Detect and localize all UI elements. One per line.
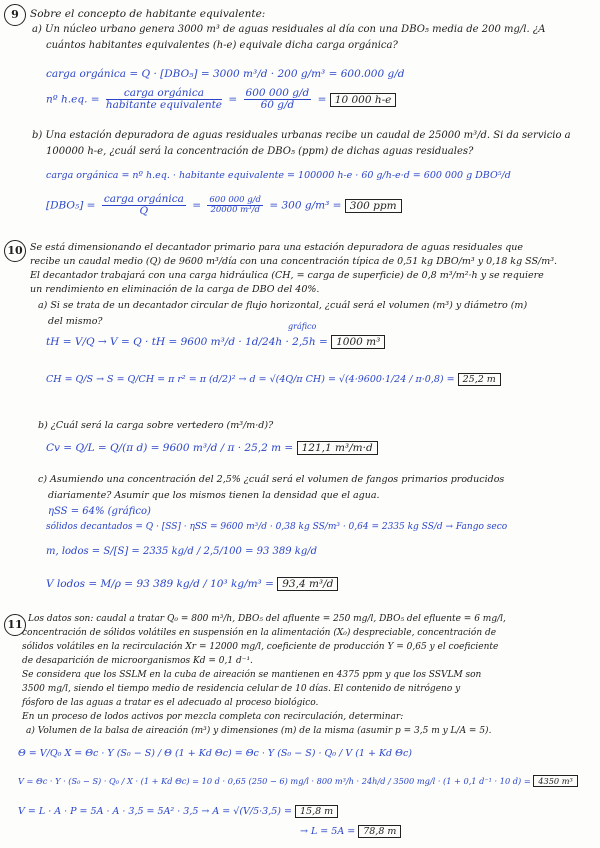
p10-eq-rendimiento-ss: ηSS = 64% (gráfico) xyxy=(48,506,151,517)
p9-eq2-den2: 60 g/d xyxy=(260,99,295,112)
p9-eq4-fraction-2 xyxy=(207,196,263,215)
p9-eq4-mid: = 300 g/m³ = xyxy=(269,199,342,212)
p11-eq3-text: V = L · A · P = 5A · A · 3,5 = 5A² · 3,5 → A = √(V/5·3,5) = xyxy=(18,806,292,817)
p10-result-volumen: 1000 m³ xyxy=(331,335,385,349)
problem-11-line-3: sólidos volátiles en la recirculación Xr = 12000 mg/l, coeficiente de producción Y = 0,65 y el coeficiente xyxy=(22,642,499,652)
p10-eqb-text: Cv = Q/L = Q/(π d) = 9600 m³/d / π · 25,2 m = xyxy=(46,442,294,454)
p9-eq4-den2: 20000 m³/d xyxy=(210,205,260,216)
p9-eq2-den: habitante equivalente xyxy=(105,99,223,112)
p11-eq2-text: V = Θc · Y · (S₀ − S) · Q₀ / X · (1 + Kd Θc) = 10 d · 0,65 (250 − 6) mg/l · 800 m³/h · 24h/d / 3500 mg/l · (1 + 0,1 d⁻¹ · 10 d) = xyxy=(18,776,531,786)
p9-eq2-fraction xyxy=(106,88,222,111)
problem-10a-line-2: del mismo? xyxy=(48,316,103,327)
problem-10c-line-1: c) Asumiendo una concentración del 2,5% ¿cuál será el volumen de fangos primarios producidos xyxy=(38,474,505,485)
problem-10-line-4: un rendimiento en eliminación de la carga de DBO del 40%. xyxy=(30,284,320,295)
problem-9-title: Sobre el concepto de habitante equivalente: xyxy=(30,8,266,20)
p9-eq-carga-organica: carga orgánica = Q · [DBO₅] = 3000 m³/d · 200 g/m³ = 600.000 g/d xyxy=(46,68,405,80)
problem-9b-line-2: 100000 h-e, ¿cuál será la concentración de DBO₅ (ppm) de dichas aguas residuales? xyxy=(46,146,474,157)
problem-10-line-1: Se está dimensionando el decantador primario para una estación depuradora de aguas residuales que xyxy=(30,242,524,253)
p9-eq2-num2: 600 000 g/d xyxy=(245,87,310,99)
problem-11-line-2: concentración de sólidos volátiles en suspensión en la alimentación (X₀) despreciable, concentración de xyxy=(22,628,497,638)
p10-note-grafico: gráfico xyxy=(288,322,317,331)
problem-11-line-5: Se considera que los SSLM en la cuba de aireación se mantienen en 4375 ppm y que los SSVLM son xyxy=(22,670,482,680)
p10-eq-carga-vertedero xyxy=(46,442,378,454)
p11-eq-theta-x: Θ = V/Q₀ X = Θc · Y (S₀ − S) / Θ (1 + Kd Θc) = Θc · Y (S₀ − S) · Q₀ / V (1 + Kd Θc) xyxy=(18,748,412,759)
problem-10-line-2: recibe un caudal medio (Q) de 9600 m³/día con una concentración típica de 0,51 kg DBO/m³ y 0,18 kg SS/m³. xyxy=(30,256,558,267)
p11-result-volumen: 4350 m³ xyxy=(533,775,578,787)
p9-eq4-lhs: [DBO₅] = xyxy=(46,199,96,212)
problem-11-line-1: Los datos son: caudal a tratar Q₀ = 800 m³/h, DBO₅ del afluente = 250 mg/l, DBO₅ del efluente = 6 mg/l, xyxy=(28,614,506,624)
problem-11-line-6: 3500 mg/l, siendo el tiempo medio de residencia celular de 10 días. El contenido de nitrógeno y xyxy=(22,684,461,694)
p10-eq-volumen-lodos xyxy=(46,578,338,590)
p9-eq4-den: Q xyxy=(139,205,149,218)
problem-11-line-8: En un proceso de lodos activos por mezcla completa con recirculación, determinar: xyxy=(22,712,404,722)
p9-eq-concentracion xyxy=(46,194,402,217)
p9-eq2-fraction-2 xyxy=(244,88,312,111)
p9-result-habitantes: 10 000 h-e xyxy=(330,93,397,107)
p9-eq-habitantes xyxy=(46,88,396,111)
problem-11-line-4: de desaparición de microorganismos Kd = 0,1 d⁻¹. xyxy=(22,656,253,666)
problem-10-number: 10 xyxy=(4,240,26,262)
p11-eq-dimensiones xyxy=(18,806,338,817)
problem-11-line-7: fósforo de las aguas a tratar es el adecuado al proceso biológico. xyxy=(22,698,319,708)
problem-10-line-3: El decantador trabajará con una carga hidráulica (CH, = carga de superficie) de 0,8 m³/m²·h y se requiere xyxy=(30,270,544,281)
p9-eq4-fraction xyxy=(102,194,186,217)
p9-eq4-num2: 600 000 g/d xyxy=(209,195,261,206)
p11-eq3b-text: → L = 5A = xyxy=(300,826,356,837)
p10-eqc4-text: V lodos = M/ρ = 93 389 kg/d / 10³ kg/m³ = xyxy=(46,578,274,590)
p10-eq-masa-lodos: m, lodos = S/[S] = 2335 kg/d / 2,5/100 = 93 389 kg/d xyxy=(46,546,318,557)
p10-eqa2-text: CH = Q/S → S = Q/CH = π r² = π (d/2)² → d = √(4Q/π CH) = √(4·9600·1/24 / π·0,8) = xyxy=(46,374,455,385)
problem-10a-line-1: a) Si se trata de un decantador circular de flujo horizontal, ¿cuál será el volumen (m³) y diámetro (m) xyxy=(38,300,528,311)
problem-11a-line: a) Volumen de la balsa de aireación (m³) y dimensiones (m) de la misma (asumir p = 3,5 m y L/A = 5). xyxy=(26,726,492,736)
p10-eq-diametro xyxy=(46,374,501,385)
p11-eq-volumen xyxy=(18,776,578,786)
p9-eq2-num: carga orgánica xyxy=(106,88,222,100)
p10-result-volumen-lodos: 93,4 m³/d xyxy=(277,577,338,591)
problem-10b-line: b) ¿Cuál será la carga sobre vertedero (m³/m·d)? xyxy=(38,420,274,431)
problem-9a-line-1: a) Un núcleo urbano genera 3000 m³ de aguas residuales al día con una DBO₅ media de 200 mg/l. ¿A xyxy=(32,24,546,35)
problem-9b-line-1: b) Una estación depuradora de aguas residuales urbanas recibe un caudal de 25000 m³/d. Si da servicio a xyxy=(32,130,571,141)
p9-eq4-eq: = xyxy=(192,199,202,212)
p9-eq2-eq: = xyxy=(228,93,238,106)
p9-eq4-num: carga orgánica xyxy=(103,193,184,205)
problem-11-number: 11 xyxy=(4,614,26,636)
p11-eq-largo xyxy=(300,826,401,837)
p10-result-diametro: 25,2 m xyxy=(458,373,501,386)
p10-eq-solidos-decantados: sólidos decantados = Q · [SS] · ηSS = 9600 m³/d · 0,38 kg SS/m³ · 0,64 = 2335 kg SS/d → Fango seco xyxy=(46,522,508,532)
p9-eq2-eq2: = xyxy=(317,93,327,106)
p10-result-vertedero: 121,1 m³/m·d xyxy=(297,441,378,455)
p9-result-concentracion: 300 ppm xyxy=(345,199,402,213)
p11-result-ancho: 15,8 m xyxy=(295,805,338,818)
problem-10c-line-2: diariamente? Asumir que los mismos tienen la densidad que el agua. xyxy=(48,490,380,501)
p10-eqa1-text: tH = V/Q → V = Q · tH = 9600 m³/d · 1d/24h · 2,5h = xyxy=(46,336,328,348)
p9-eq2-lhs: nº h.eq. = xyxy=(46,93,100,106)
p10-eq-volumen xyxy=(46,336,385,348)
problem-9-number: 9 xyxy=(4,4,26,26)
p9-eq-carga-organica-b: carga orgánica = nº h.eq. · habitante equivalente = 100000 h-e · 60 g/h-e·d = 600 000 g DBO⁵/d xyxy=(46,170,511,181)
p11-result-largo: 78,8 m xyxy=(358,825,401,838)
problem-9a-line-2: cuántos habitantes equivalentes (h-e) equivale dicha carga orgánica? xyxy=(46,40,398,51)
